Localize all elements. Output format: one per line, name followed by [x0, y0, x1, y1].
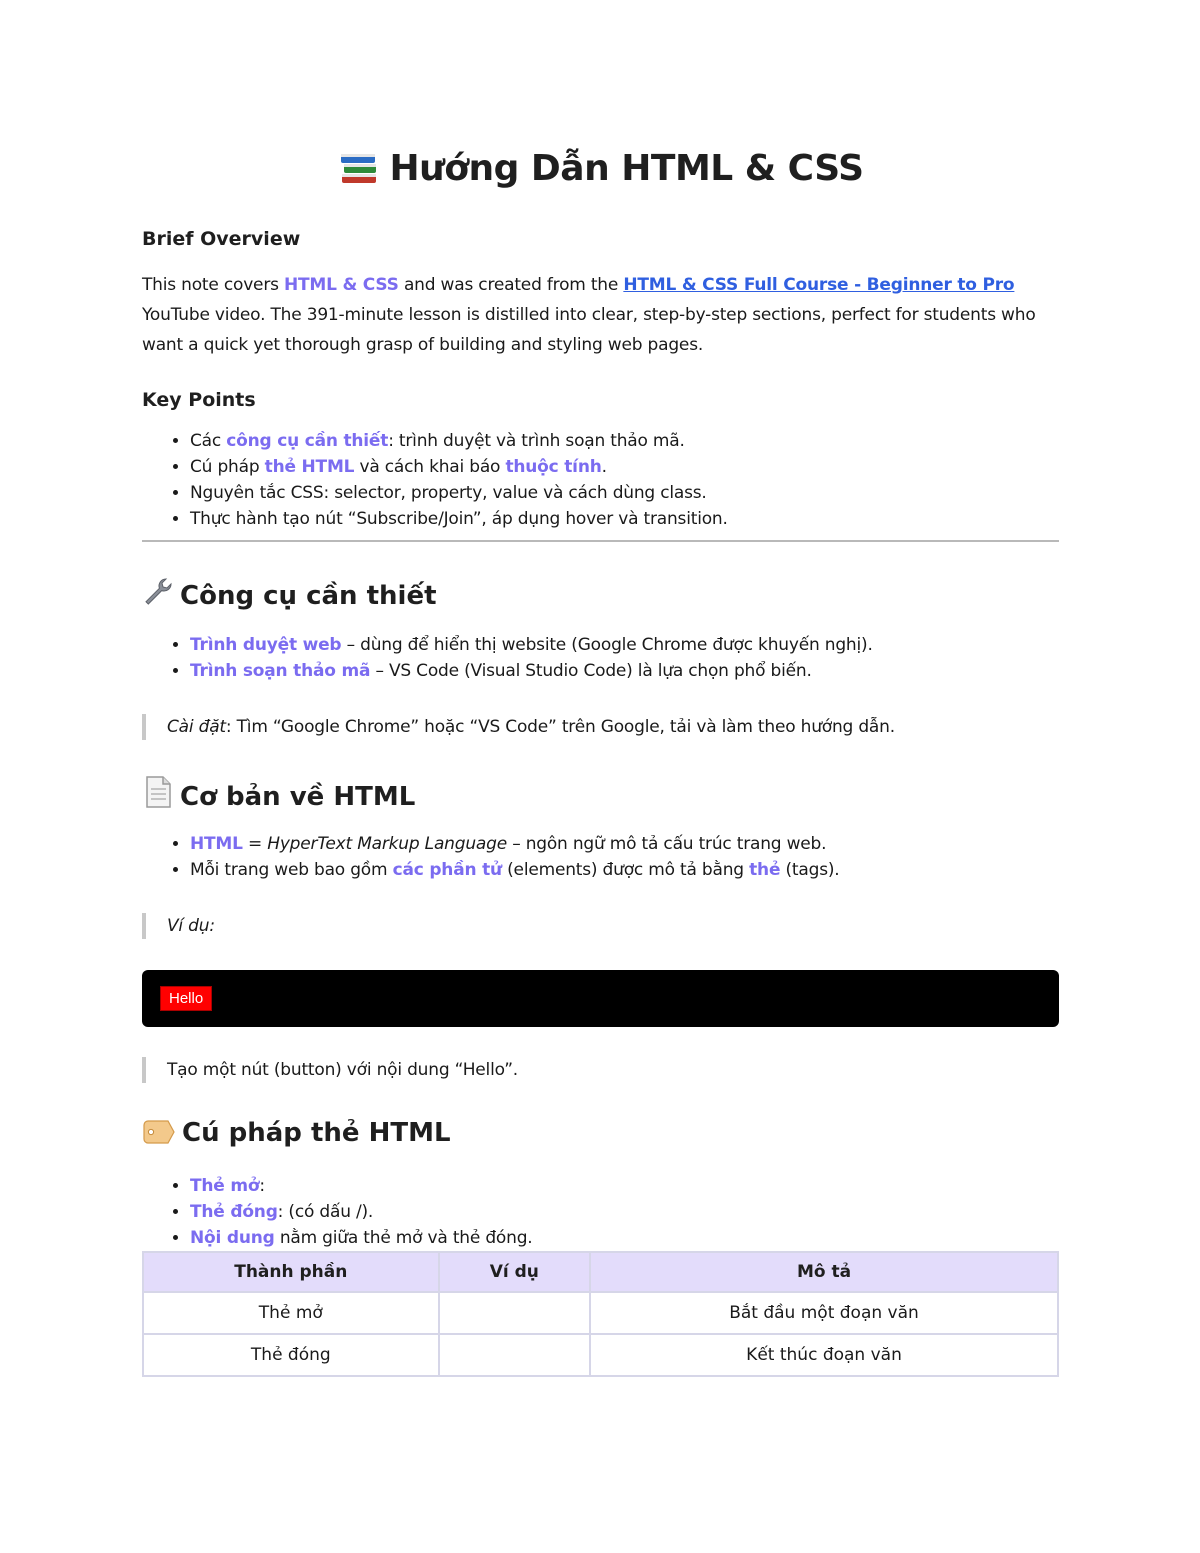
list-item: [190, 857, 840, 883]
column-header: Ví dụ: [439, 1252, 590, 1292]
highlight-text: Nội dung: [190, 1228, 275, 1248]
example-label: Ví dụ:: [167, 916, 215, 936]
wrench-icon: [142, 576, 174, 615]
list-item: [190, 1173, 533, 1199]
highlight-text: công cụ cần thiết: [226, 431, 389, 451]
highlight-text: HTML: [190, 834, 243, 854]
list-item-text: =: [242, 834, 268, 854]
overview-text-mid: and was created from the: [398, 275, 624, 295]
list-item-text: : trình duyệt và trình soạn thảo mã.: [388, 431, 685, 451]
list-item-text: và cách khai báo: [354, 457, 506, 477]
note-label: Cài đặt: [167, 717, 226, 737]
syntax-heading: [142, 1118, 451, 1152]
tools-list: [142, 632, 873, 684]
emphasis-text: HyperText Markup Language: [267, 834, 507, 854]
table-cell: Thẻ mở: [143, 1292, 439, 1334]
divider: [142, 540, 1059, 542]
books-icon: [338, 146, 380, 195]
table-header-row: [143, 1252, 1058, 1292]
list-item-text: : (có dấu /).: [277, 1202, 374, 1222]
list-item-text: (tags).: [780, 860, 840, 880]
install-note: [142, 714, 1067, 740]
highlight-text: thẻ HTML: [264, 457, 355, 477]
list-item: [190, 831, 840, 857]
tools-heading-text: Công cụ cần thiết: [180, 581, 437, 611]
course-link[interactable]: HTML & CSS Full Course - Beginner to Pro: [623, 275, 1015, 295]
overview-text-before: This note covers: [142, 275, 284, 295]
note-text: : Tìm “Google Chrome” hoặc “VS Code” trên Google, tải và làm theo hướng dẫn.: [225, 717, 895, 737]
overview-paragraph: [142, 270, 1059, 360]
table-row: [143, 1334, 1058, 1376]
list-item: [190, 632, 873, 658]
highlight-text: Trình duyệt web: [190, 635, 342, 655]
list-item: [190, 1199, 533, 1225]
code-preview: [142, 970, 1059, 1027]
example-note: [142, 913, 1067, 939]
key-points-list: [142, 428, 728, 532]
column-header: Thành phần: [143, 1252, 439, 1292]
page-title: [142, 146, 1059, 195]
highlight-text: thẻ: [749, 860, 781, 880]
table-cell: Bắt đầu một đoạn văn: [590, 1292, 1058, 1334]
tag-icon: [142, 1119, 176, 1152]
list-item: [190, 506, 728, 532]
list-item-text: Mỗi trang web bao gồm: [190, 860, 393, 880]
list-item-text: Thực hành tạo nút “Subscribe/Join”, áp dụng hover và transition.: [190, 509, 728, 529]
overview-heading: Brief Overview: [142, 228, 301, 250]
list-item-text: (elements) được mô tả bằng: [501, 860, 750, 880]
highlight-text: thuộc tính: [505, 457, 602, 477]
list-item: [190, 1225, 533, 1251]
highlight-text: Trình soạn thảo mã: [190, 661, 371, 681]
document-icon: [142, 775, 174, 816]
highlight-text: Thẻ mở: [190, 1176, 260, 1196]
list-item-text: Nguyên tắc CSS: selector, property, value và cách dùng class.: [190, 483, 707, 503]
title-text: Hướng Dẫn HTML & CSS: [389, 148, 864, 189]
html-basics-heading: [142, 775, 415, 816]
list-item-text: .: [601, 457, 607, 477]
list-item-text: Cú pháp: [190, 457, 265, 477]
list-item: [190, 480, 728, 506]
list-item: [190, 454, 728, 480]
syntax-heading-text: Cú pháp thẻ HTML: [182, 1118, 451, 1148]
table-cell: Kết thúc đoạn văn: [590, 1334, 1058, 1376]
list-item-text: – VS Code (Visual Studio Code) là lựa chọn phổ biến.: [370, 661, 812, 681]
highlight-text: các phần tử: [392, 860, 502, 880]
html-basics-list: [142, 831, 840, 883]
list-item-text: – ngôn ngữ mô tả cấu trúc trang web.: [506, 834, 827, 854]
table-row: [143, 1292, 1058, 1334]
overview-topic: HTML & CSS: [283, 275, 399, 295]
syntax-list: [142, 1173, 533, 1251]
button-caption: Tạo một nút (button) với nội dung “Hello”.: [142, 1057, 1067, 1083]
key-points-heading: Key Points: [142, 389, 256, 411]
table-cell: [439, 1334, 590, 1376]
list-item-text: – dùng để hiển thị website (Google Chrome được khuyến nghị).: [341, 635, 873, 655]
html-basics-heading-text: Cơ bản về HTML: [180, 782, 416, 812]
list-item-text: Các: [190, 431, 227, 451]
overview-text-after: YouTube video. The 391-minute lesson is distilled into clear, step-by-step sections, perfect for students who want a quick yet thorough grasp of building and styling web pages.: [142, 305, 1036, 355]
list-item-text: nằm giữa thẻ mở và thẻ đóng.: [274, 1228, 533, 1248]
list-item-text: :: [259, 1176, 265, 1196]
column-header: Mô tả: [590, 1252, 1058, 1292]
highlight-text: Thẻ đóng: [190, 1202, 278, 1222]
table-cell: [439, 1292, 590, 1334]
list-item: [190, 428, 728, 454]
tools-heading: [142, 576, 437, 615]
table-cell: Thẻ đóng: [143, 1334, 439, 1376]
list-item: [190, 658, 873, 684]
tag-syntax-table: [142, 1251, 1059, 1377]
hello-demo-button[interactable]: Hello: [160, 986, 212, 1011]
